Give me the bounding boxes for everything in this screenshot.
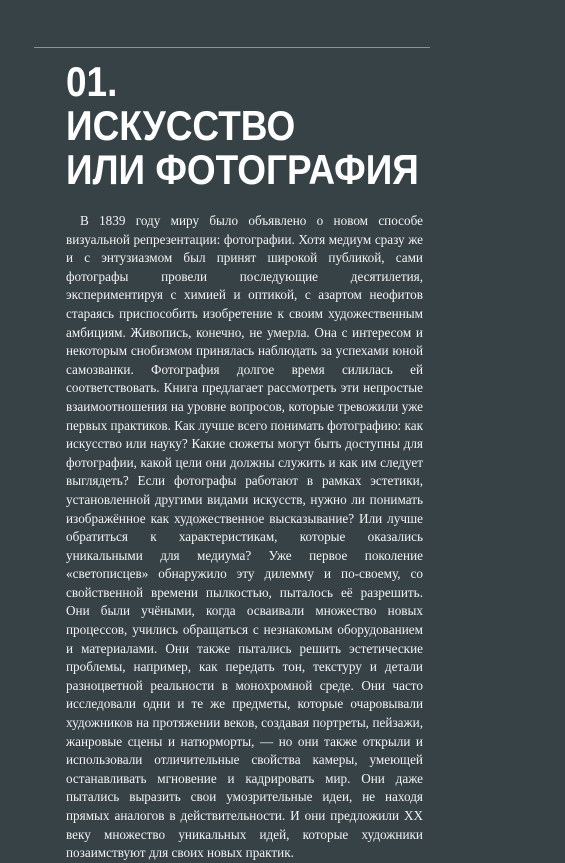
chapter-body-text: В 1839 году миру было объявлено о новом способе визуальной репрезентации: фотографии. Хотя медиум сразу же и с энтузиазмом был принят широкой публикой, сами фотографы провели последующие десятилетия, экспериментируя с химией и оптикой, с азартом неофитов стараясь приспособить изобретение к своим художественным амбициям. Живопись, конечно, не умерла. Она с интересом и некоторым снобизмом принялась наблюдать за успехами юной самозванки. Фотография долгое время силилась ей соответствовать. Книга предлагает рассмотреть эти непростые взаимоотношения на уровне вопросов, которые тревожили уже первых практиков. Как лучше всего понимать фотографию: как искусство или науку? Какие сюжеты могут быть доступны для фотографии, какой цели они должны служить и как им следует выглядеть? Если фотографы работают в рамках эстетики, установленной другими видами искусств, нужно ли понимать изображённое как художественное высказывание? Или лучше обратиться к характеристикам, которые оказались уникальными для медиума? Уже первое поколение «светописцев» обнаружило эту дилемму и по-своему, со свойственной времени пылкостью, пыталось её разрешить. Они были учёными, когда осваивали множество новых процессов, учились обращаться с незнакомым оборудованием и материалами. Они также пытались решить эстетические проблемы, например, как передать тон, текстуру и детали разноцветной реальности в монохромной среде. Они часто исследовали одни и те же предметы, которые очаровывали художников на протяжении веков, создавая портреты, пейзажи, жанровые сцены и натюрморты, — но они также открыли и использовали отличительные свойства камеры, умеющей останавливать мгновение и кадрировать мир. Они даже пытались выразить свои умозрительные идеи, не находя прямых аналогов в действительности. И они предложили XX веку множество уникальных идей, которые художники позаимствуют для своих новых практик. bbox=[66, 213, 423, 861]
chapter-title-line-2: ИЛИ ФОТОГРАФИЯ bbox=[66, 146, 419, 193]
chapter-heading bbox=[66, 60, 480, 192]
chapter-body-paragraph bbox=[66, 212, 423, 863]
chapter-title-line-1: ИСКУССТВО bbox=[66, 102, 296, 149]
top-divider-rule bbox=[34, 47, 430, 48]
chapter-number: 01. bbox=[66, 58, 118, 105]
